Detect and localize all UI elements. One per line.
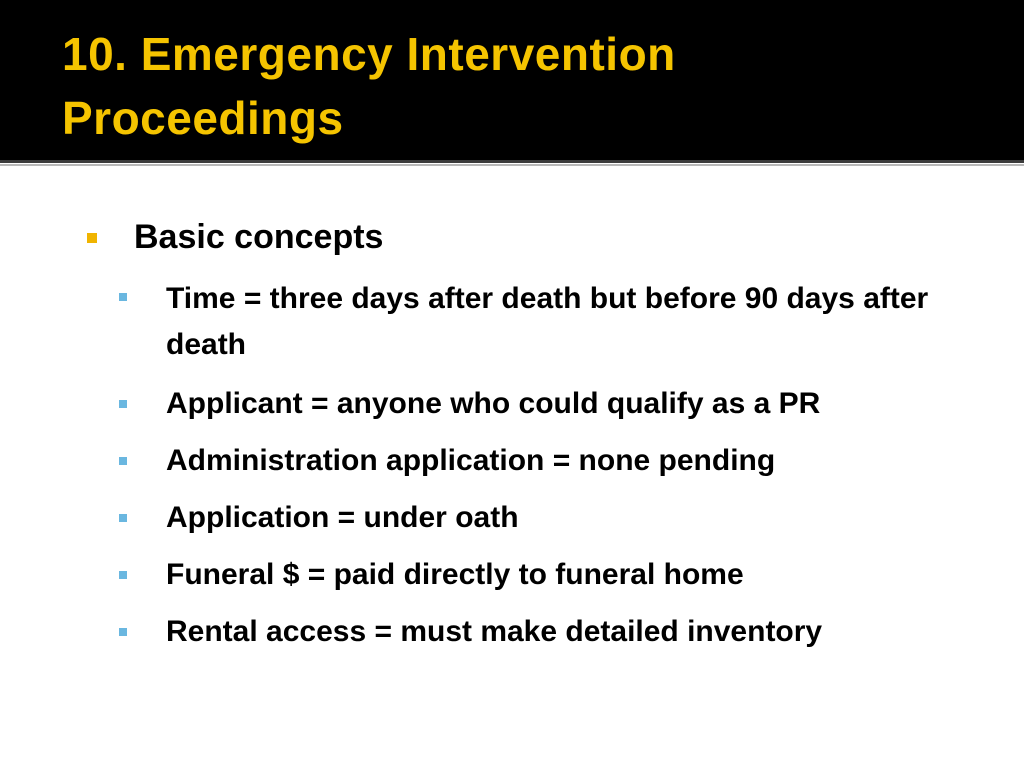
level2-bullet-icon (119, 293, 127, 301)
slide-title-line-1: 10. Emergency Intervention (62, 28, 676, 80)
level2-bullet-icon (119, 400, 127, 408)
list-item: Funeral $ = paid directly to funeral home (166, 558, 744, 591)
list-item: Rental access = must make detailed inventory (166, 615, 823, 648)
list-item: Applicant = anyone who could qualify as a PR (166, 387, 821, 420)
level2-bullet-icon (119, 628, 127, 636)
list-item: Time = three days after death but before 90 days after death (166, 282, 929, 361)
slide-title-line-2: Proceedings (62, 92, 344, 144)
level2-bullet-icon (119, 571, 127, 579)
heading-basic-concepts: Basic concepts (134, 218, 384, 256)
level1-bullet-icon (87, 233, 97, 243)
level2-bullet-icon (119, 457, 127, 465)
list-item: Administration application = none pending (166, 444, 776, 477)
level2-bullet-icon (119, 514, 127, 522)
list-item: Application = under oath (166, 501, 519, 534)
